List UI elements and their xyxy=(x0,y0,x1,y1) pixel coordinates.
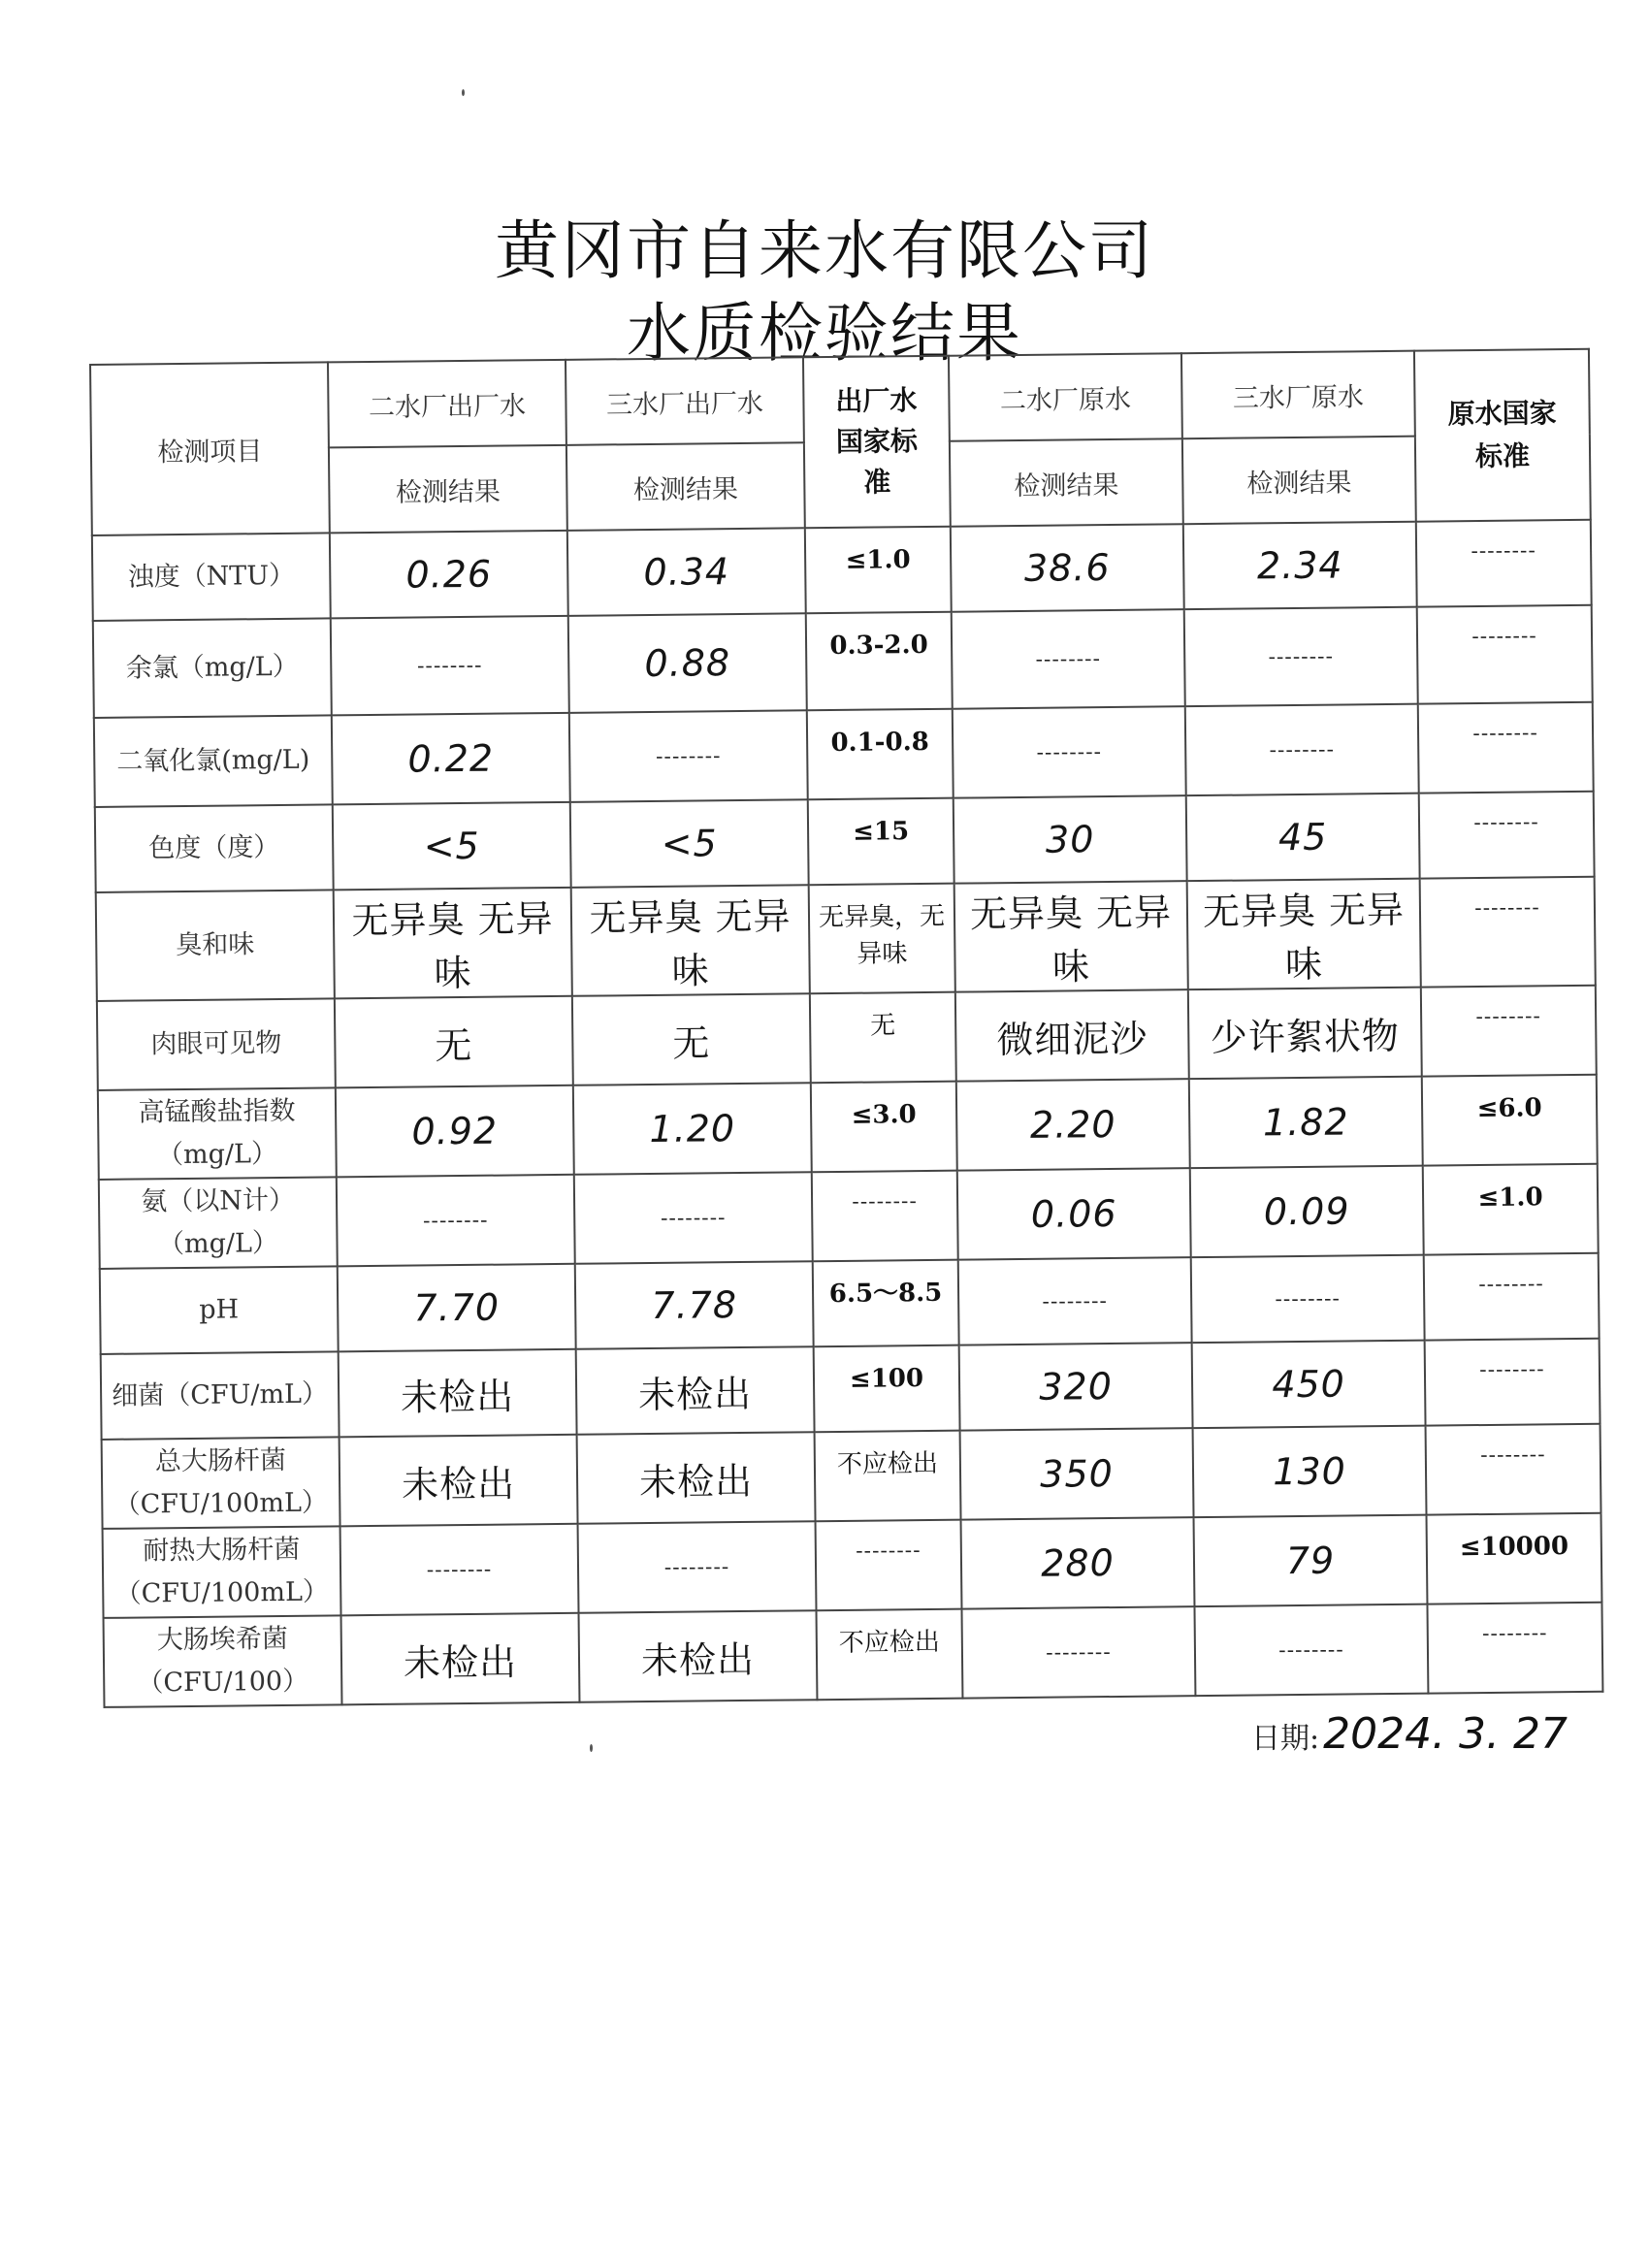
item-name: 肉眼可见物 xyxy=(97,998,336,1090)
plant3-outlet-result: 无 xyxy=(572,993,811,1085)
raw-standard: -------- xyxy=(1421,986,1597,1077)
raw-standard: -------- xyxy=(1419,792,1595,879)
outlet-standard: 不应检出 xyxy=(816,1609,962,1701)
plant2-outlet-result: -------- xyxy=(340,1524,579,1616)
header-row-groups xyxy=(90,349,1590,450)
plant2-outlet-result: <5 xyxy=(333,802,571,891)
header-plant3-outlet: 三水厂出厂水 xyxy=(566,357,804,445)
plant2-raw-result: 38.6 xyxy=(951,524,1184,612)
raw-standard: ≤1.0 xyxy=(1423,1164,1599,1255)
date-value: 2024. 3. 27 xyxy=(1323,1709,1568,1759)
plant2-outlet-result: 无 xyxy=(335,996,573,1088)
plant3-outlet-result: 无异臭 无异味 xyxy=(571,885,810,996)
table-row xyxy=(92,520,1592,621)
plant3-outlet-result: 0.88 xyxy=(568,613,807,713)
plant2-outlet-result: 7.70 xyxy=(338,1264,576,1352)
raw-standard: ≤10000 xyxy=(1427,1513,1602,1604)
header-raw-standard xyxy=(1414,349,1591,522)
plant2-raw-result: 0.06 xyxy=(957,1168,1191,1260)
table-row xyxy=(94,702,1594,807)
results-sheet xyxy=(89,348,1601,1708)
header-plant2-raw: 二水厂原水 xyxy=(949,353,1182,441)
outlet-standard: 0.1-0.8 xyxy=(807,709,954,800)
plant2-outlet-result: 0.92 xyxy=(336,1085,574,1178)
header-result-plant3-outlet: 检测结果 xyxy=(566,442,805,531)
header-outlet-standard-text: 出厂水国家标准 xyxy=(835,384,919,499)
raw-standard: -------- xyxy=(1426,1424,1601,1515)
plant3-raw-result: -------- xyxy=(1185,704,1419,796)
table-row xyxy=(99,1164,1599,1269)
plant3-outlet-result: 7.78 xyxy=(575,1261,814,1349)
plant2-raw-result: -------- xyxy=(952,609,1185,709)
plant2-raw-result: 350 xyxy=(960,1428,1194,1520)
outlet-standard: -------- xyxy=(816,1520,962,1611)
company-title: 黄冈市自来水有限公司 xyxy=(495,213,1154,288)
plant2-raw-result: 无异臭 无异味 xyxy=(954,881,1188,992)
item-name: 高锰酸盐指数（mg/L） xyxy=(98,1087,337,1180)
item-name: 余氯（mg/L） xyxy=(93,618,332,718)
header-result-plant2-outlet: 检测结果 xyxy=(329,445,567,534)
outlet-standard: 不应检出 xyxy=(815,1431,961,1522)
plant2-outlet-result: -------- xyxy=(331,616,569,716)
header-plant2-outlet: 二水厂出厂水 xyxy=(328,360,566,448)
outlet-standard: 无异臭，无异味 xyxy=(809,884,955,994)
raw-standard: -------- xyxy=(1424,1253,1600,1341)
plant2-outlet-result: 未检出 xyxy=(339,1349,577,1438)
report-title: 水质检验结果 xyxy=(627,296,1022,371)
plant2-raw-result: 280 xyxy=(961,1517,1195,1609)
table-row xyxy=(104,1603,1603,1707)
plant3-outlet-result: 未检出 xyxy=(579,1610,818,1702)
plant3-outlet-result: -------- xyxy=(569,710,808,802)
plant2-outlet-result: 无异臭 无异味 xyxy=(334,888,572,999)
plant3-outlet-result: 1.20 xyxy=(573,1083,812,1175)
raw-standard: -------- xyxy=(1416,520,1592,607)
plant2-raw-result: 2.20 xyxy=(956,1079,1190,1171)
table-row xyxy=(103,1513,1602,1618)
item-name: pH xyxy=(100,1266,339,1354)
plant3-outlet-result: 0.34 xyxy=(567,528,806,616)
header-plant3-raw: 三水厂原水 xyxy=(1181,351,1415,439)
plant3-raw-result: -------- xyxy=(1184,607,1418,707)
plant3-outlet-result: -------- xyxy=(574,1172,813,1264)
plant3-raw-result: 79 xyxy=(1194,1515,1428,1607)
item-name: 氨（以N计）（mg/L） xyxy=(99,1177,338,1269)
plant3-raw-result: 无异臭 无异味 xyxy=(1187,879,1421,990)
plant3-raw-result: 0.09 xyxy=(1190,1166,1424,1258)
table-row xyxy=(102,1424,1601,1529)
header-result-plant2-raw: 检测结果 xyxy=(950,438,1183,527)
outlet-standard: ≤100 xyxy=(814,1345,960,1433)
plant2-raw-result: -------- xyxy=(961,1606,1195,1699)
raw-standard: -------- xyxy=(1427,1603,1602,1694)
table-row xyxy=(100,1253,1600,1354)
scan-speck xyxy=(590,1744,593,1752)
plant2-raw-result: -------- xyxy=(953,706,1186,798)
plant3-raw-result: 450 xyxy=(1192,1341,1426,1429)
item-name: 总大肠杆菌（CFU/100mL） xyxy=(102,1437,340,1529)
header-outlet-standard xyxy=(803,356,951,529)
raw-standard: -------- xyxy=(1417,605,1593,704)
plant2-raw-result: 微细泥沙 xyxy=(955,989,1189,1082)
plant3-raw-result: 1.82 xyxy=(1189,1077,1423,1169)
plant2-raw-result: 30 xyxy=(954,795,1187,884)
plant2-outlet-result: -------- xyxy=(337,1175,575,1267)
plant3-outlet-result: -------- xyxy=(578,1521,817,1613)
outlet-standard: -------- xyxy=(812,1171,958,1262)
plant3-raw-result: 2.34 xyxy=(1183,522,1417,610)
item-name: 浊度（NTU） xyxy=(92,533,331,621)
raw-standard: -------- xyxy=(1420,877,1596,988)
raw-standard: -------- xyxy=(1418,702,1594,794)
outlet-standard: 6.5～8.5 xyxy=(813,1260,959,1347)
outlet-standard: 0.3-2.0 xyxy=(806,612,953,711)
outlet-standard: ≤15 xyxy=(808,798,954,886)
date-label: 日期: xyxy=(1251,1722,1320,1756)
item-name: 耐热大肠杆菌（CFU/100mL） xyxy=(103,1526,341,1618)
item-name: 细菌（CFU/mL） xyxy=(101,1351,340,1440)
date-line xyxy=(1251,1709,1568,1759)
plant2-outlet-result: 未检出 xyxy=(341,1613,580,1705)
plant3-outlet-result: 未检出 xyxy=(577,1432,816,1524)
table-row xyxy=(96,877,1596,1001)
outlet-standard: ≤3.0 xyxy=(811,1082,957,1173)
plant3-raw-result: 45 xyxy=(1186,794,1420,882)
table-row xyxy=(93,605,1593,718)
plant2-outlet-result: 未检出 xyxy=(340,1435,578,1527)
table-row xyxy=(95,792,1595,892)
plant3-raw-result: -------- xyxy=(1191,1255,1425,1344)
table-row xyxy=(101,1339,1600,1440)
item-name: 二氧化氯(mg/L) xyxy=(94,715,333,807)
plant3-outlet-result: <5 xyxy=(570,799,809,888)
header-item: 检测项目 xyxy=(90,362,330,535)
header-result-plant3-raw: 检测结果 xyxy=(1182,437,1416,525)
table-row xyxy=(98,1075,1598,1180)
table-row xyxy=(97,986,1597,1090)
plant3-raw-result: -------- xyxy=(1194,1604,1428,1697)
raw-standard: ≤6.0 xyxy=(1422,1075,1598,1166)
outlet-standard: ≤1.0 xyxy=(805,527,952,614)
plant2-raw-result: 320 xyxy=(959,1343,1193,1431)
scan-speck xyxy=(462,89,465,96)
plant3-outlet-result: 未检出 xyxy=(576,1346,815,1435)
plant3-raw-result: 130 xyxy=(1193,1426,1427,1518)
plant2-outlet-result: 0.22 xyxy=(332,713,570,805)
plant2-outlet-result: 0.26 xyxy=(330,531,568,619)
plant2-raw-result: -------- xyxy=(958,1257,1192,1345)
header-raw-standard-text: 原水国家标准 xyxy=(1447,397,1557,473)
item-name: 色度（度） xyxy=(95,804,334,892)
results-table-body xyxy=(90,349,1602,1707)
results-table xyxy=(89,348,1603,1708)
outlet-standard: 无 xyxy=(810,992,956,1084)
plant3-raw-result: 少许絮状物 xyxy=(1188,988,1422,1080)
raw-standard: -------- xyxy=(1425,1339,1600,1426)
item-name: 大肠埃希菌（CFU/100） xyxy=(104,1615,342,1707)
item-name: 臭和味 xyxy=(96,890,335,1001)
